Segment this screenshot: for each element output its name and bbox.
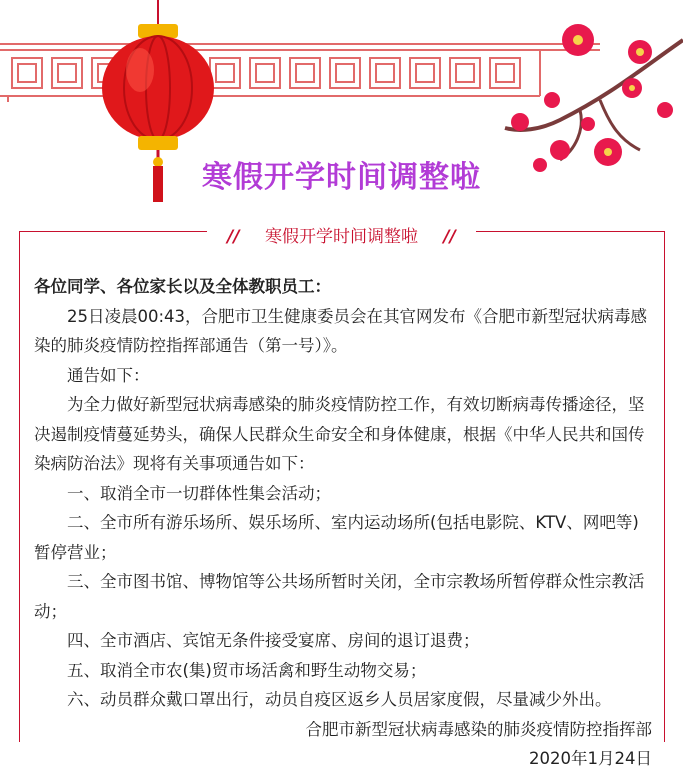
- slash-ornament-icon: //: [433, 227, 465, 247]
- list-item: 一、取消全市一切群体性集会活动；: [67, 483, 331, 503]
- lattice-border: [0, 44, 600, 102]
- paragraph: 为全力做好新型冠状病毒感染的肺炎疫情防控工作，有效切断病毒传播途径，坚决遏制疫情蔓延势头，确保人民群众生命安全和身体健康，根据《中华人民共和国传染病防治法》现将有关事项通告如下：: [34, 395, 645, 473]
- list-item: 二、全市所有游乐场所、娱乐场所、室内运动场所(包括电影院、KTV、网吧等)暂停营业；: [34, 513, 639, 562]
- date: 2020年1月24日: [529, 749, 652, 768]
- paragraph: 通告如下：: [67, 365, 150, 385]
- list-item: 三、全市图书馆、博物馆等公共场所暂时关闭，全市宗教场所暂停群众性宗教活动；: [34, 572, 645, 621]
- section-title: 寒假开学时间调整啦: [255, 227, 428, 247]
- banner-title: 寒假开学时间调整啦: [202, 160, 481, 195]
- list-item: 五、取消全市农(集)贸市场活禽和野生动物交易；: [67, 660, 427, 680]
- list-item: 四、全市酒店、宾馆无条件接受宴席、房间的退订退费；: [67, 631, 480, 650]
- section-header: [0, 222, 683, 247]
- slash-ornament-icon: //: [217, 227, 249, 247]
- header-banner: [0, 0, 683, 215]
- greeting: 各位同学、各位家长以及全体教职员工：: [34, 277, 331, 296]
- announcement-body: [34, 272, 652, 774]
- paragraph: 25日凌晨00:43，合肥市卫生健康委员会在其官网发布《合肥市新型冠状病毒感染的肺炎疫情防控指挥部通告（第一号）》。: [34, 306, 648, 355]
- plum-blossom-icon: [505, 24, 683, 172]
- list-item: 六、动员群众戴口罩出行，动员自疫区返乡人员居家度假，尽量减少外出。: [67, 690, 612, 709]
- signature: 合肥市新型冠状病毒感染的肺炎疫情防控指挥部: [305, 719, 652, 739]
